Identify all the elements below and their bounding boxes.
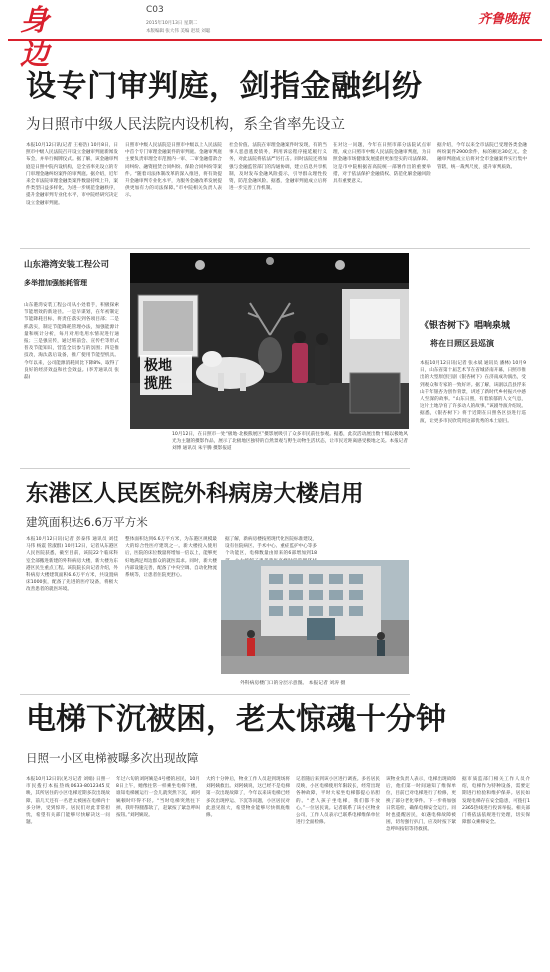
story-1-subhead: 为日照市中级人民法院内设机构，系全省率先设立 — [26, 117, 345, 133]
masthead-rule — [8, 39, 542, 41]
story-3-col-4: 记者随后来到该小区进行调查。多名居民反映，小区电梯使用年限较长，经常出现各种故障，平时大家坐电梯都提心吊胆的。“老人孩子坐电梯，我们都不放心。”一位居民说。记者联系了该小区物业公司，工作人员表示已联系电梯维保单位进行全面检修。 — [296, 777, 380, 826]
story-3-col-2: 年过六旬的刘阿姨是4号楼的居民，10月8日上午，她像往常一样乘坐电梯下楼，谁知电梯刚运行一会儿就突然下沉，刘阿姨顿时吓得不轻。“当时电梯突然往下掉，我吓得腿都软了，赶紧按了紧急呼叫按钮。”刘阿姨说。 — [116, 777, 200, 819]
story-2-subhead: 建筑面积达6.6万平方米 — [26, 515, 148, 529]
story-1-headline: 设专门审判庭，剑指金融纠纷 — [26, 69, 423, 104]
date-line: 2015年10月13日 星期二 — [146, 21, 198, 26]
right-sidebar-title: 《银杏树下》唱响泉城 — [420, 321, 511, 331]
story-2-headline: 东港区人民医院外科病房大楼启用 — [26, 481, 364, 507]
story-3-col-1: 本报10月12日讯(见习记者 刘娟) 日照一市民拨打本报热线0633-8012345反映，其所居住的小区电梯近期多次出现故障，前几天还有一名老太被困在电梯内十多分钟，受到惊吓。居民们对此非常担忧，希望有关部门能够尽快解决这一问题。 — [26, 777, 110, 826]
divider — [20, 248, 530, 249]
story-3-col-5: 该物业负责人表示，电梯出现故障后，他们第一时间通知了维保单位，目前已对电梯进行了检修，更换了部分老化零件。下一步将加强日常巡检，确保电梯安全运行。同时也提醒居民，如遇电梯故障被困，切勿强行扒门，应及时按下紧急呼叫按钮等待救援。 — [386, 777, 456, 833]
paper-logo: 齐鲁晚报 — [478, 12, 531, 27]
story-3-col-6: 据市质监部门相关工作人员介绍，电梯作为特种设备，需要定期进行检验和维护保养。居民如发现电梯存在安全隐患，可拨打12365热线进行投诉举报。相关部门将依法依规进行处理，切实保障群众乘梯安全。 — [462, 777, 530, 826]
story-3-col-3: 大约十分钟后，物业工作人员赶到现场将刘阿姨救出。刘阿姨说，这已经不是电梯第一次出现故障了，今年以来该电梯已经多次出现停运、下沉等问题，小区居民对此意见很大，希望物业能够尽快彻底维修。 — [206, 777, 290, 819]
photo-art — [130, 253, 409, 429]
story-3-headline: 电梯下沉被困，老太惊魂十分钟 — [26, 702, 446, 737]
story-1-col-3: 社会价值、法院在审理金融案件时发现，有的当事人恶意逃废债务，利用诉讼程序拖延履行义务，对此法院将依法严厉打击。同时法院还将加强与金融监管部门的沟通协调，建立信息共享机制，及时发布金融风险提示，引导群众理性投资，防范金融风险。据悉，金融审判庭成立后将进一步完善工作机制。 — [229, 143, 327, 192]
story-1-col-2: 日照市中级人民法院是日照市中级以上人民法院中首个专门审理金融案件的审判庭。金融审判庭主要负责审理全市范围内一审、二审金融借款合同纠纷、融资租赁合同纠纷、保险合同纠纷等案件。“随着司法体制改革的深入推进，将有效提升金融审判专业化水平，为服务金融改革发展提供更加有力的司法保障。”市中院相关负责人表示。 — [125, 143, 222, 199]
left-sidebar — [20, 252, 126, 454]
story-3-subhead: 日照一小区电梯被曝多次出现故障 — [26, 751, 199, 765]
editor-line: 本版编辑 张大伟 美编 赵琰 刘聪 — [146, 29, 211, 34]
story-1-col-4: 在对这一问题，今年在日照市部分法院试点审理，成立日照市中级人民法院金融审判庭，为日照金融市场健康发展提供更加坚实的司法保障。这是市中院根据省高院统一部署作出的重要举措，对于依法保护金融债权、防范化解金融风险具有重要意义。 — [333, 143, 431, 185]
story-1-col-5: 据介绍，今年以来全市法院已受理各类金融纠纷案件2900余件，标的额达30亿元。金融审判庭成立后将对全市金融案件实行集中管辖，统一裁判尺度，提升审判质效。 — [437, 143, 527, 170]
masthead — [0, 0, 550, 71]
right-sidebar-subtitle: 将在日照区县巡演 — [430, 339, 494, 348]
photo-overlay-title: 极地 揽胜 — [140, 355, 192, 395]
divider — [20, 694, 410, 695]
hospital-photo — [221, 560, 409, 674]
story-1-col-1: 本报10月12日讯(记者 王裕浩) 10月8日，日照市中级人民法院召开设立金融审判庭新闻发布会，并举行揭牌仪式。据了解，该金融审判庭是日照中院内设机构，是全省率先设立的专门审理金融纠纷案件的审判庭。据介绍，近年来全市法院审理金融类案件数量持续上升，案件类型日益多样化，为进一步规范金融秩序，提升金融审判专业化水平，市中院经研究决定设立金融审判庭。 — [26, 143, 118, 206]
left-sidebar-subtitle: 多举措加强能耗管理 — [24, 279, 87, 287]
section-logo: 身边 — [20, 3, 48, 71]
photo-2-caption: 外科病房楼门口的分层示意图。 本报记者 刘涛 摄 — [240, 681, 346, 686]
photo-art — [221, 560, 409, 674]
right-sidebar-body: 本报10月12日讯(记者 张永斌 通讯员 潘林) 10月9日，山东省第十届艺术节在省城济南开幕，日照市推出的大型原创吕剧《银杏树下》在济南成功演出，受到观众和专家的一致好评。据了解，该剧以莒县浮来山千年银杏为创作背景，讲述了新时代乡村振兴中感人至深的故事。“山东日照，有着浓郁的人文气息，这片土地孕育了许多动人的故事。”该剧导演介绍说。据悉，《银杏树下》将于近期在日照各区县进行巡演，让更多市民欣赏到这部优秀的本土剧目。 — [420, 361, 526, 424]
divider — [20, 468, 410, 469]
exhibition-photo — [130, 253, 409, 429]
left-sidebar-body: 山东港湾安装工程公司从小处着手，积极探索节能增效的新途径。一是早谋划，在年初制定节能降耗目标，将责任落实到各项目部；二是抓落实，制定节能降耗管理办法，加强能源计量和统计分析，每月对用电用水情况进行通报；三是强宣传，通过班前会、宣传栏等形式普及节能知识，营造全员参与的氛围；四是推技改，淘汰落后设备，推广使用节能型机具。今年以来，公司能源消耗同比下降8%，取得了良好的经济效益和社会效益。(李芳通讯员 张磊) — [24, 303, 119, 381]
story-2-col-3: 据了解，新病房楼按照现代化医院标准建设，设有住院病区、手术中心、重症监护中心等多个功能区，电梯数量由原来的6部增加到18 — [225, 537, 317, 557]
story-2-col-1: 本报10月12日讯(记者 彭泰伟 通讯员 刘佳 马伟 杨震 管淑群) 10月12日，记者从东港区人民医院获悉，截至目前，该院22个临床科室全部搬进新建的外科病房大楼，新大楼为东港区民生重点工程。该院院长向记者介绍，外科病房大楼建筑面积6.6万平方米，共设置病床1000张，配备了先进的医疗设备，将极大改善患者的就医环境。 — [26, 537, 118, 593]
page-number: C03 — [146, 5, 164, 15]
left-sidebar-title: 山东港湾安装工程公司 — [24, 260, 110, 270]
story-2-col-2: 整体面积达到6.6万平方米，为东港区规模最大的综合性医疗建筑之一。新大楼投入使用后，医院的床位数量将增加一倍以上，能够更好地满足周边群众的就医需求。同时，新大楼内部设施完善，配备了中央空调、自动化物流系统等，让患者住院更舒心。 — [125, 537, 217, 579]
photo-1-caption: 10月12日，在日照市一处“极地·北极熊展区”摄影展吸引了众多市民前往参观。据悉，此次活动展出数十幅以极地风光为主题的摄影作品，展示了北极地区独特的自然景观与野生动物生活状态，让市民近距离感受极地之美。本报记者 刘博 通讯员 朱宇腾 摄影报道 — [172, 432, 408, 452]
